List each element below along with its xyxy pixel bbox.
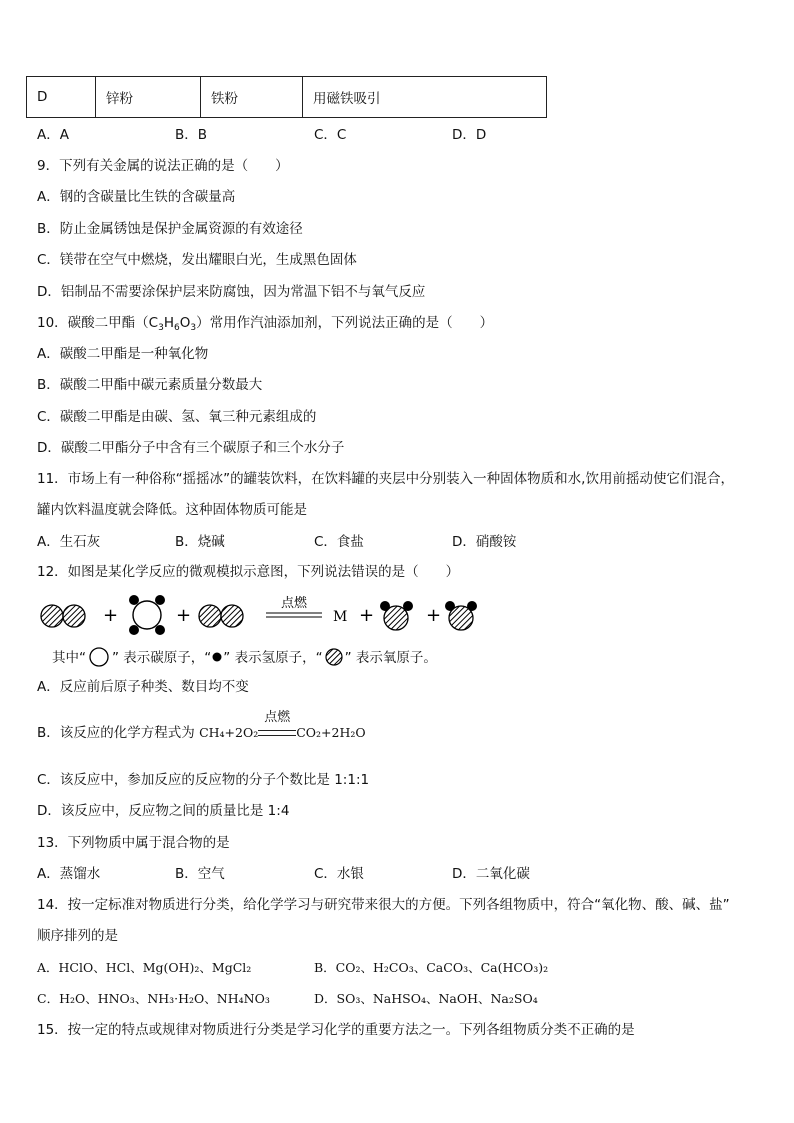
option-b: B．CO₂、H₂CO₃、CaCO₃、Ca(HCO₃)₂ [314, 960, 549, 975]
option-d: D．硝酸铵 [452, 534, 517, 550]
question-12-option-c: C．该反应中，参加反应的反应物的分子个数比是 1:1:1 [37, 772, 370, 788]
option-d: D．D [452, 127, 487, 143]
option-a: A．生石灰 [37, 534, 101, 550]
option-c: C．食盐 [314, 534, 364, 550]
question-13-stem: 13．下列物质中属于混合物的是 [37, 835, 230, 851]
legend-text: ” 表示氧原子。 [344, 650, 437, 666]
question-11-line-1: 11．市场上有一种俗称“摇摇冰”的罐装饮料，在饮料罐的夹层中分别装入一种固体物质和水,饮用前摇动使它们混合， [37, 471, 734, 487]
plus-sign: + [359, 605, 375, 626]
option-b: B．B [175, 127, 208, 143]
option-b-text: B．该反应的化学方程式为 [37, 725, 195, 741]
option-c: C．水银 [314, 866, 364, 882]
q10-mid: O [179, 315, 191, 331]
question-9-option-b: B．防止金属锈蚀是保护金属资源的有效途径 [37, 221, 303, 237]
table-row [27, 77, 547, 118]
q10-stem-post: ）常用作汽油添加剂，下列说法正确的是（ ） [196, 315, 494, 331]
table-cell: 铁粉 [201, 77, 303, 118]
q10-stem-pre: 10．碳酸二甲酯（C [37, 315, 159, 331]
option-c: C．C [314, 127, 347, 143]
option-b: B．空气 [175, 866, 225, 882]
equals-sign [258, 730, 296, 736]
legend-text: ” 表示碳原子，“ [112, 650, 212, 666]
condition-label: 点燃 [264, 710, 291, 725]
question-10-option-a: A．碳酸二甲酯是一种氧化物 [37, 346, 209, 362]
option-d: D．SO₃、NaHSO₄、NaOH、Na₂SO₄ [314, 991, 538, 1006]
table-cell: 锌粉 [96, 77, 201, 118]
option-a: A．HClO、HCl、Mg(OH)₂、MgCl₂ [37, 960, 252, 975]
hydrogen-atom-icon [211, 650, 223, 664]
question-10-option-d: D．碳酸二甲酯分子中含有三个碳原子和三个水分子 [37, 440, 345, 456]
reaction-diagram [30, 588, 500, 644]
question-11-line-2: 罐内饮料温度就会降低。这种固体物质可能是 [37, 502, 307, 518]
equation-right: CO₂+2H₂O [296, 725, 366, 740]
water-molecule-icon [380, 601, 413, 630]
question-15-stem: 15．按一定的特点或规律对物质进行分类是学习化学的重要方法之一。下列各组物质分类不正确的是 [37, 1022, 635, 1038]
atom-legend [52, 647, 437, 667]
oxygen-atom-icon [323, 647, 345, 667]
option-a: A．A [37, 127, 69, 143]
answer-table [26, 76, 547, 118]
question-12-option-a: A．反应前后原子种类、数目均不变 [37, 679, 249, 695]
equation-left: CH₄+2O₂ [199, 725, 259, 740]
q10-mid: H [163, 315, 174, 331]
question-9-option-d: D．铝制品不需要涂保护层来防腐蚀，因为常温下铝不与氧气反应 [37, 284, 426, 300]
q10-sub: 3 [158, 323, 164, 333]
question-9-option-a: A．钢的含碳量比生铁的含碳量高 [37, 189, 236, 205]
table-cell: 用磁铁吸引 [303, 77, 547, 118]
methane-molecule-icon [129, 595, 165, 635]
q10-sub: 6 [174, 323, 180, 333]
question-10-stem [37, 314, 493, 337]
question-9-stem: 9．下列有关金属的说法正确的是（ ） [37, 158, 289, 174]
reaction-condition: 点燃 [280, 596, 308, 611]
option-b: B．烧碱 [175, 534, 225, 550]
oxygen-molecule-icon [41, 605, 85, 627]
oxygen-molecule-icon [199, 605, 243, 627]
water-molecule-icon [445, 601, 477, 630]
equation-condition [258, 710, 296, 742]
question-12-stem: 12．如图是某化学反应的微观模拟示意图，下列说法错误的是（ ） [37, 564, 460, 580]
question-9-option-c: C．镁带在空气中燃烧，发出耀眼白光，生成黑色固体 [37, 252, 357, 268]
plus-sign: + [103, 605, 119, 626]
plus-sign: + [426, 605, 442, 626]
question-12-option-d: D．该反应中，反应物之间的质量比是 1:4 [37, 803, 290, 819]
question-14-line-1: 14．按一定标准对物质进行分类，给化学学习与研究带来很大的方便。下列各组物质中，符合“氧化物、酸、碱、盐” [37, 897, 730, 913]
option-d: D．二氧化碳 [452, 866, 530, 882]
product-m: M [333, 609, 348, 625]
option-c: C．H₂O、HNO₃、NH₃·H₂O、NH₄NO₃ [37, 991, 270, 1006]
question-14-line-2: 顺序排列的是 [37, 928, 118, 944]
table-cell: D [27, 77, 96, 118]
q10-sub: 3 [190, 323, 197, 333]
plus-sign: + [176, 605, 192, 626]
question-10-option-c: C．碳酸二甲酯是由碳、氢、氧三种元素组成的 [37, 409, 317, 425]
question-10-option-b: B．碳酸二甲酯中碳元素质量分数最大 [37, 377, 263, 393]
question-12-option-b [37, 710, 366, 742]
option-a: A．蒸馏水 [37, 866, 101, 882]
carbon-atom-icon [86, 647, 112, 667]
legend-text: 其中“ [52, 650, 86, 666]
legend-text: ” 表示氢原子，“ [223, 650, 323, 666]
